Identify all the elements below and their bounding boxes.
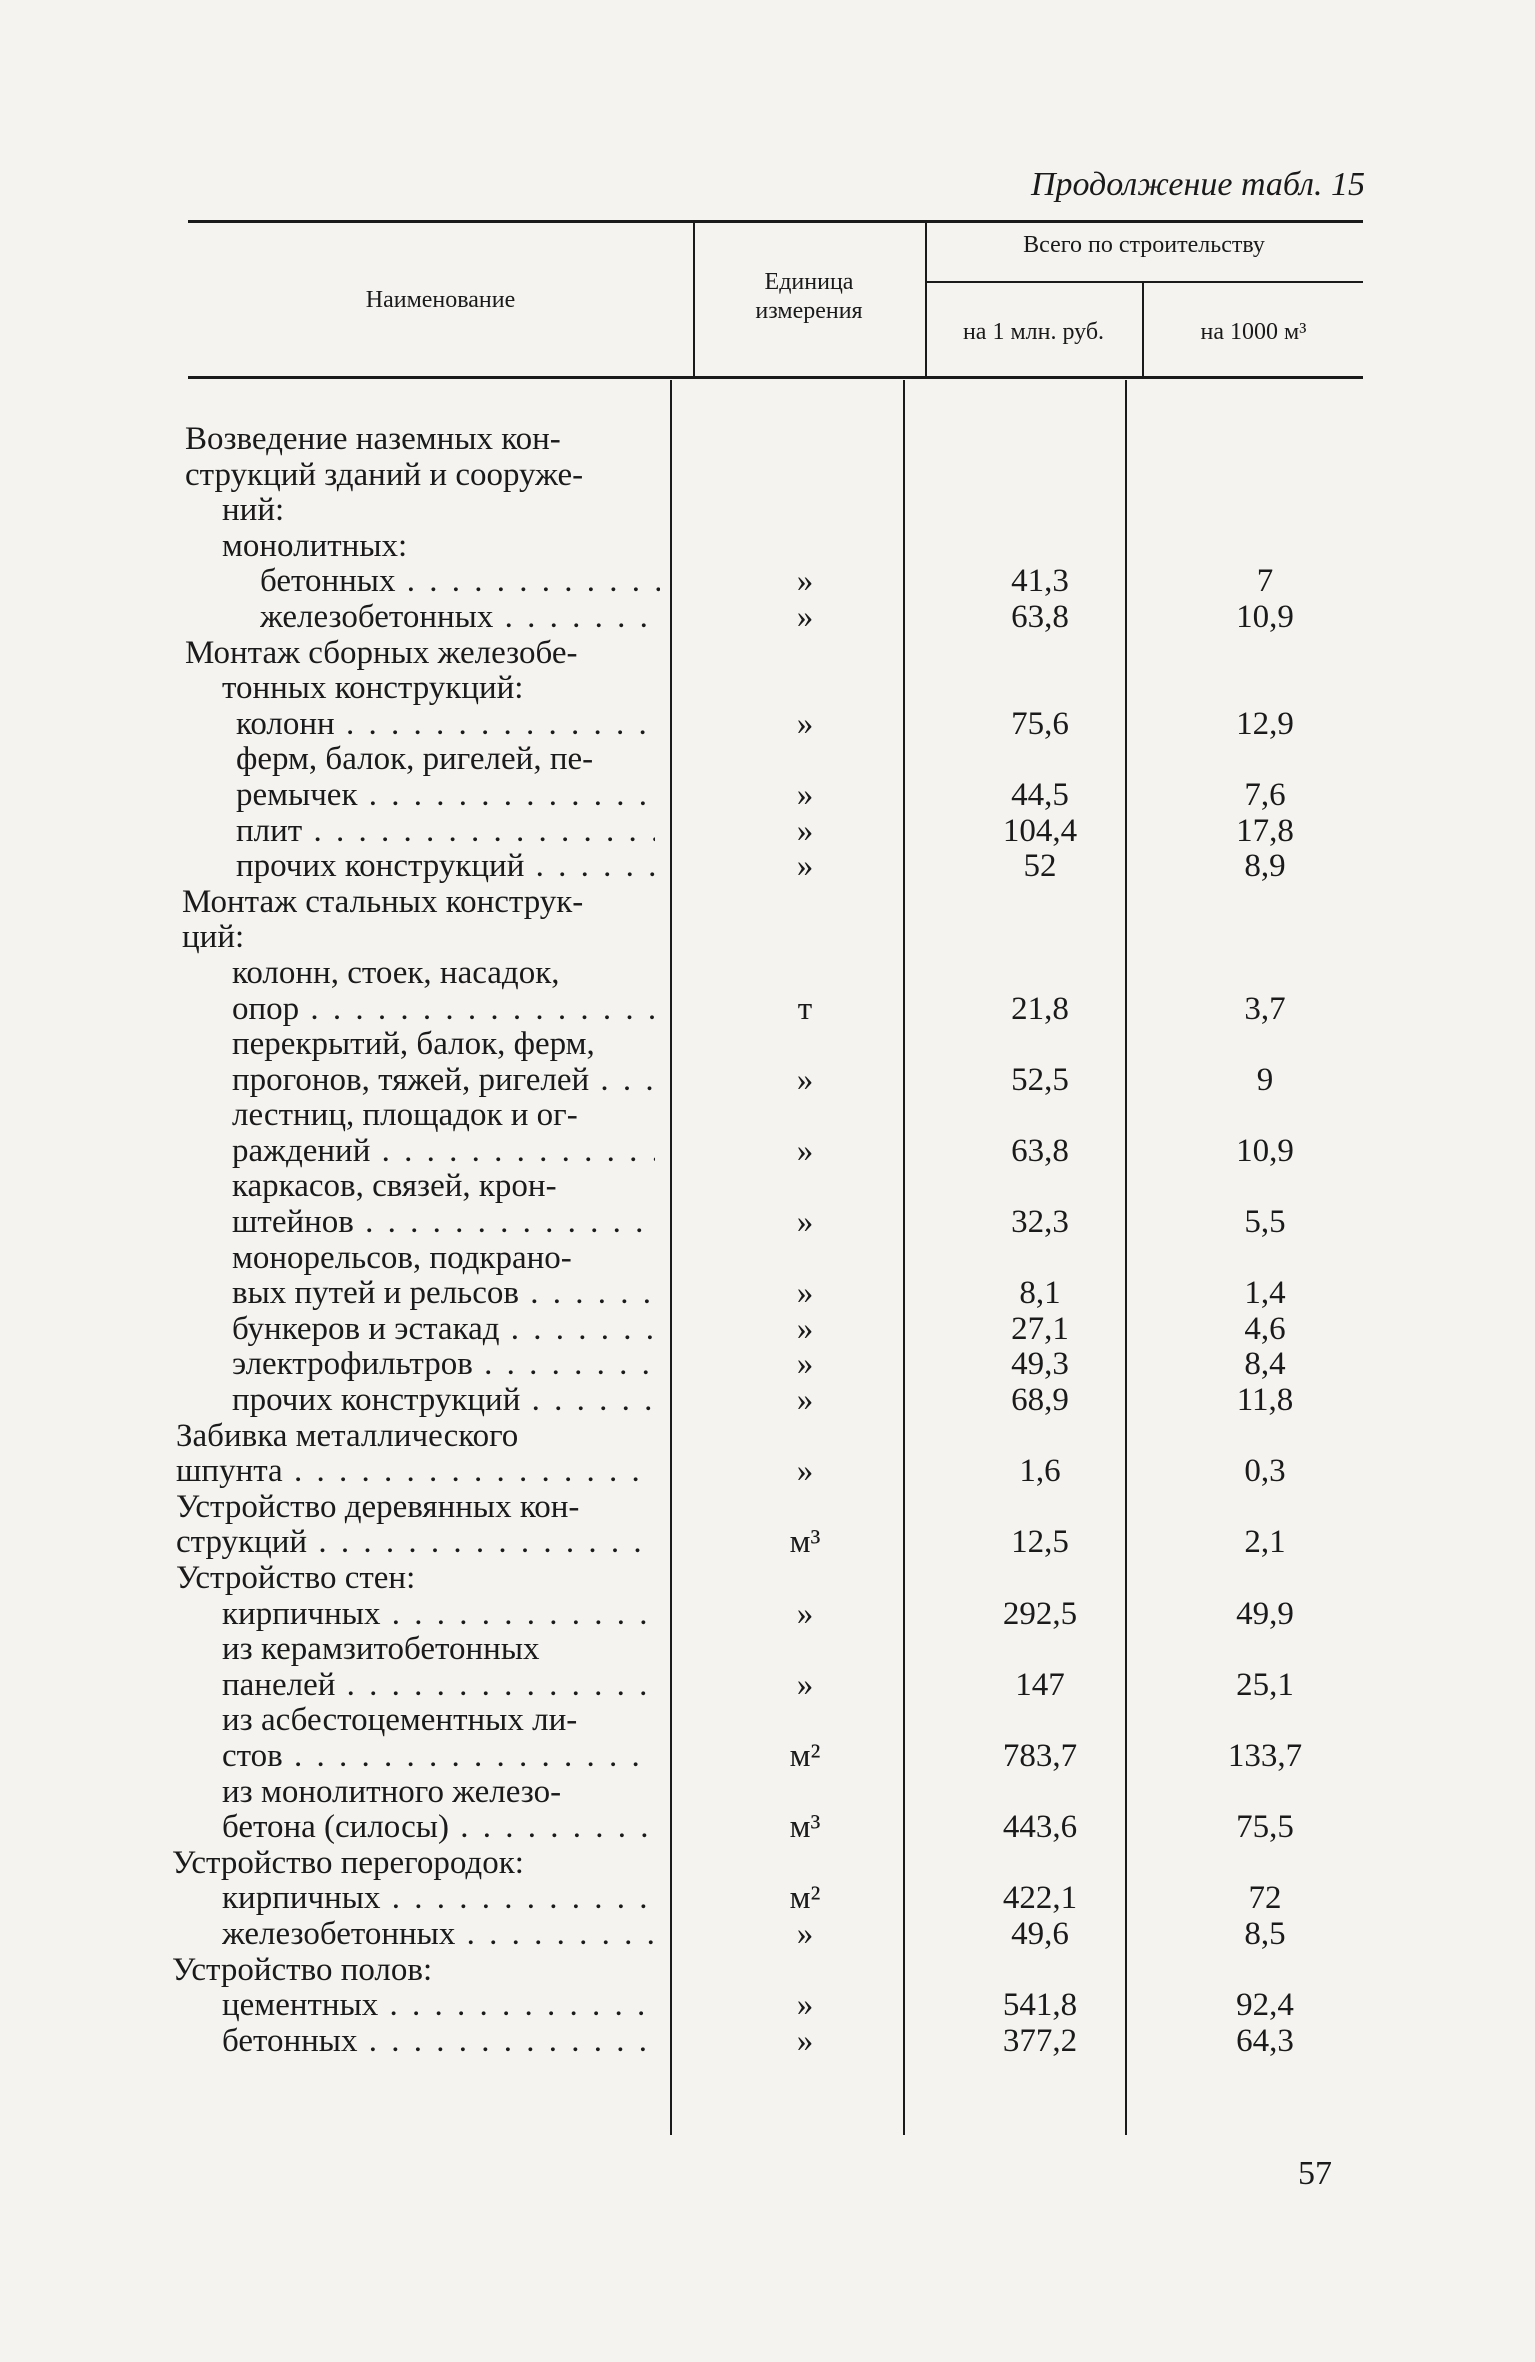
row-value-per-1000: 4,6 [1244,1310,1286,1347]
row-name: бетона (силосы) . . . [222,1810,655,1846]
row-name: железобетонных . . . [222,1917,655,1953]
header-per-1000: на 1000 м³ [1200,319,1307,345]
table-row [0,956,1535,992]
row-unit: т [797,990,813,1027]
row-name: Устройство перегородок: [172,1845,524,1881]
row-name: колонн . . . [236,707,655,743]
row-unit: м² [789,1737,821,1774]
row-value-per-mln: 44,5 [1011,776,1069,813]
row-name: Возведение наземных кон- [185,422,561,457]
row-value-per-1000: 10,9 [1236,598,1294,635]
row-name: каркасов, связей, крон- [232,1169,557,1205]
row-unit: » [796,705,814,742]
row-value-per-mln: 52,5 [1011,1061,1069,1098]
row-name: вых путей и рельсов . . . [232,1276,655,1312]
table-row [0,1027,1535,1063]
header-unit-line2: измерения [755,298,863,324]
row-value-per-1000: 72 [1248,1880,1282,1917]
row-unit: » [796,848,814,885]
row-value-per-1000: 10,9 [1236,1132,1294,1169]
header-per-mln: на 1 млн. руб. [962,319,1105,345]
row-name: монорельсов, подкрано- [232,1240,572,1276]
row-name: из монолитного железо- [222,1774,562,1810]
row-value-per-1000: 17,8 [1236,812,1294,849]
row-name: Монтаж стальных конструк- [182,884,584,920]
row-value-per-mln: 68,9 [1011,1382,1069,1419]
table-row [0,1241,1535,1277]
row-name: Устройство полов: [172,1952,433,1988]
table-row [0,1169,1535,1205]
table-row [0,920,1535,956]
row-unit: » [796,2022,814,2059]
row-value-per-1000: 64,3 [1236,2022,1294,2059]
row-name: штейнов . . . [232,1205,655,1241]
table-row [0,671,1535,707]
table-row [0,564,1535,600]
table-body [0,422,1535,2059]
row-unit: м² [789,1880,821,1917]
table-row [0,529,1535,565]
row-value-per-1000: 8,4 [1244,1346,1286,1383]
row-name: цементных . . . [222,1988,655,2024]
row-value-per-1000: 11,8 [1236,1382,1294,1419]
table-row [0,1775,1535,1811]
table-row [0,636,1535,672]
table-row [0,1917,1535,1953]
row-value-per-mln: 63,8 [1011,598,1069,635]
row-name: кирпичных . . . [222,1597,655,1633]
row-value-per-1000: 92,4 [1236,1987,1294,2024]
row-value-per-mln: 49,3 [1011,1346,1069,1383]
table-row [0,778,1535,814]
row-value-per-mln: 292,5 [1002,1595,1078,1632]
table-row [0,707,1535,743]
row-unit: » [796,1382,814,1419]
row-name: монолитных: [222,528,408,564]
row-value-per-mln: 75,6 [1011,705,1069,742]
row-value-per-mln: 27,1 [1011,1310,1069,1347]
header-total: Всего по строительству [1023,232,1265,258]
row-name: прочих конструкций . . . [236,849,655,885]
row-unit: » [796,1310,814,1347]
row-name: опор . . . [232,992,655,1028]
table-row [0,2024,1535,2060]
row-value-per-1000: 12,9 [1236,705,1294,742]
row-name: ний: [222,493,285,529]
row-name: колонн, стоек, насадок, [232,955,560,991]
row-unit: » [796,1132,814,1169]
row-value-per-1000: 133,7 [1227,1737,1303,1774]
row-name: ремычек . . . [236,778,655,814]
table-row [0,814,1535,850]
row-unit: » [796,563,814,600]
table-row [0,1134,1535,1170]
row-unit: » [796,1204,814,1241]
table-row [0,1953,1535,1989]
table-row [0,1525,1535,1561]
table-row [0,1490,1535,1526]
table-caption: Продолжение табл. 15 [1030,166,1365,203]
row-unit: » [796,1666,814,1703]
header-unit-line1: Единица [764,269,854,295]
row-unit: » [796,1915,814,1952]
row-unit: » [796,776,814,813]
row-name: прогонов, тяжей, ригелей . . . [232,1063,655,1099]
table-row [0,992,1535,1028]
row-unit: » [796,1275,814,1312]
row-value-per-1000: 0,3 [1244,1453,1286,1490]
row-value-per-1000: 2,1 [1244,1524,1286,1561]
row-name: Забивка металлического [176,1418,519,1454]
row-name: раждений . . . [232,1134,655,1170]
table-row [0,1881,1535,1917]
table-row [0,849,1535,885]
row-name: струкций зданий и сооруже- [185,457,584,493]
row-name: кирпичных . . . [222,1881,655,1917]
row-value-per-mln: 41,3 [1011,563,1069,600]
row-unit: » [796,812,814,849]
row-name: из асбестоцементных ли- [222,1703,578,1739]
row-value-per-mln: 541,8 [1002,1987,1078,2024]
table-row [0,1632,1535,1668]
row-unit: » [796,1453,814,1490]
row-value-per-mln: 1,6 [1019,1453,1061,1490]
table-row [0,742,1535,778]
row-value-per-mln: 12,5 [1011,1524,1069,1561]
row-value-per-1000: 9 [1256,1061,1274,1098]
row-value-per-1000: 8,5 [1244,1915,1286,1952]
table-row [0,1846,1535,1882]
table-row [0,1098,1535,1134]
table-row [0,422,1535,458]
row-name: Монтаж сборных железобе- [185,635,578,671]
row-value-per-mln: 783,7 [1002,1737,1078,1774]
row-unit: » [796,1987,814,2024]
row-name: бункеров и эстакад . . . [232,1312,655,1348]
row-value-per-mln: 8,1 [1019,1275,1061,1312]
row-name: железобетонных . . . [260,600,660,636]
table-row [0,1383,1535,1419]
top-rule [188,220,1363,223]
row-name: тонных конструкций: [222,671,524,707]
table-row [0,1739,1535,1775]
row-value-per-mln: 443,6 [1002,1809,1078,1846]
subheader-rule [925,281,1363,283]
row-unit: м³ [789,1809,821,1846]
row-value-per-1000: 5,5 [1244,1204,1286,1241]
header-name: Наименование [365,287,516,313]
table-row [0,493,1535,529]
table-row [0,1454,1535,1490]
row-name: стов . . . [222,1739,655,1775]
row-unit: » [796,1346,814,1383]
row-unit: м³ [789,1524,821,1561]
row-value-per-1000: 1,4 [1244,1275,1286,1312]
table-row [0,600,1535,636]
table-row [0,1561,1535,1597]
table-row [0,1347,1535,1383]
row-name: бетонных . . . [222,2024,655,2060]
row-unit: » [796,598,814,635]
table-row [0,1703,1535,1739]
table-row [0,1668,1535,1704]
row-name: бетонных . . . [260,564,660,600]
table-row [0,1276,1535,1312]
table-row [0,885,1535,921]
row-name: лестниц, площадок и ог- [232,1098,578,1134]
page-number: 57 [1298,2155,1332,2192]
row-name: перекрытий, балок, ферм, [232,1027,595,1063]
table-row [0,458,1535,494]
row-name: ферм, балок, ригелей, пе- [236,742,594,778]
table-row [0,1988,1535,2024]
row-name: панелей . . . [222,1668,655,1704]
row-value-per-1000: 8,9 [1244,848,1286,885]
row-value-per-mln: 377,2 [1002,2022,1078,2059]
row-name: Устройство стен: [176,1561,416,1596]
row-name: плит . . . [236,814,655,850]
row-name: струкций . . . [176,1525,655,1561]
row-name: из керамзитобетонных [222,1632,540,1668]
row-name: ций: [182,920,245,956]
table-row [0,1205,1535,1241]
row-name: прочих конструкций . . . [232,1383,655,1419]
row-unit: » [796,1595,814,1632]
row-value-per-mln: 52 [1023,848,1057,885]
row-name: Устройство деревянных кон- [176,1489,580,1525]
table-row [0,1312,1535,1348]
row-value-per-1000: 3,7 [1244,990,1286,1027]
table-row [0,1597,1535,1633]
row-value-per-mln: 422,1 [1002,1880,1078,1917]
row-value-per-1000: 7,6 [1244,776,1286,813]
row-value-per-mln: 21,8 [1011,990,1069,1027]
row-value-per-1000: 75,5 [1236,1809,1294,1846]
row-value-per-1000: 7 [1256,563,1274,600]
header-bottom-rule [188,376,1363,379]
row-value-per-mln: 63,8 [1011,1132,1069,1169]
row-value-per-1000: 49,9 [1236,1595,1294,1632]
row-value-per-mln: 147 [1015,1666,1065,1703]
table-row [0,1810,1535,1846]
row-value-per-mln: 32,3 [1011,1204,1069,1241]
row-name: шпунта . . . [176,1454,655,1490]
row-unit: » [796,1061,814,1098]
row-value-per-mln: 49,6 [1011,1915,1069,1952]
table-row [0,1063,1535,1099]
row-value-per-mln: 104,4 [1002,812,1078,849]
row-name: электрофильтров . . . [232,1347,655,1383]
row-value-per-1000: 25,1 [1236,1666,1294,1703]
table-row [0,1419,1535,1455]
